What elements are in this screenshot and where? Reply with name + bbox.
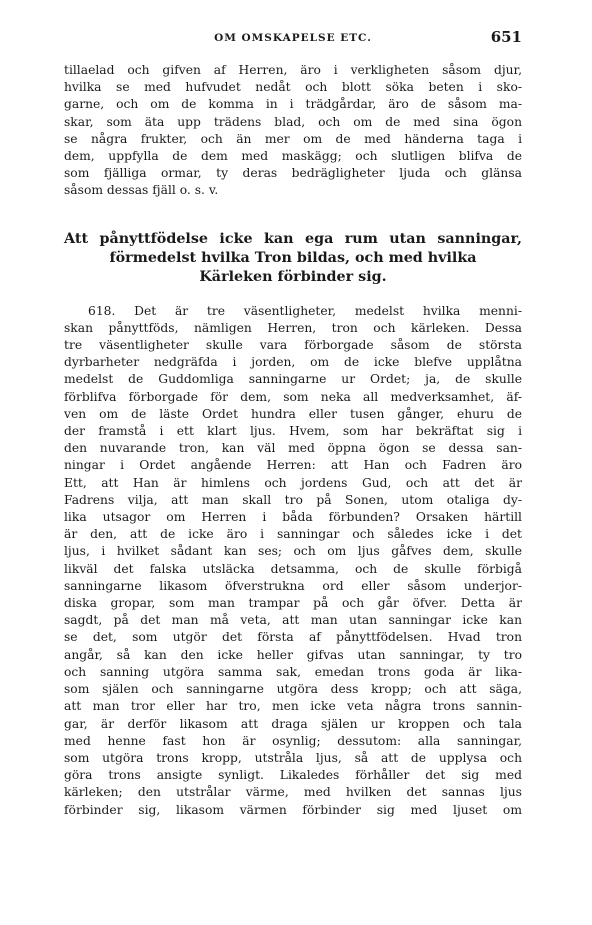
text-line: den nuvarande tron, kan väl med öppna ögon se dessa san-	[64, 441, 522, 456]
text-line: förbinder sig, likasom värmen förbinder sig med ljuset om	[64, 802, 522, 817]
text-line: Fadrens vilja, att man skall tro på Sonen, utom otaliga dy-	[64, 492, 522, 507]
text-line: såsom dessas fjäll o. s. v.	[64, 183, 219, 198]
text-line: diska gropar, som man trampar på och går öfver. Detta är	[64, 596, 522, 611]
text-line: garne, och om de komma in i trädgårdar, äro de såsom ma-	[64, 97, 522, 112]
text-line: gar, är derför likasom att draga själen ur kroppen och tala	[64, 716, 522, 731]
heading-line: Att pånyttfödelse icke kan ega rum utan sanningar,	[64, 230, 522, 247]
text-line: sanningarne likasom öfverstrukna ord eller såsom underjor-	[64, 578, 522, 593]
text-line: se det, som utgör det första af pånyttfödelsen. Hvad tron	[64, 630, 522, 645]
text-line: som fjälliga ormar, ty deras bedrägligheter ljuda och glänsa	[64, 166, 522, 181]
text-line: ljus, i hvilket sådant kan ses; och om ljus gåfves dem, skulle	[64, 544, 522, 559]
text-line: tre väsentligheter skulle vara förborgade såsom de största	[64, 338, 522, 353]
text-line: skan pånyttföds, nämligen Herren, tron och kärleken. Dessa	[64, 320, 522, 335]
heading-line: förmedelst hvilka Tron bildas, och med hvilka	[109, 249, 477, 266]
text-line: ven om de läste Ordet hundra eller tusen gånger, ehuru de	[64, 406, 522, 421]
text-line: göra trons ansigte synligt. Likaledes förhåller det sig med	[64, 768, 522, 783]
text-line: se några frukter, och än mer om de med händerna taga i	[64, 131, 522, 146]
section-heading	[64, 230, 522, 287]
text-line: kärleken; den utstrålar värme, med hvilken det sannas ljus	[64, 785, 522, 800]
section-paragraph	[64, 303, 522, 819]
running-header	[64, 28, 522, 48]
text-line: dem, uppfylla de dem med maskägg; och slutligen blifva de	[64, 149, 522, 164]
text-line: dyrbarheter nedgräfda i jorden, om de icke blefve upplåtna	[64, 355, 522, 370]
text-line: likväl det falska utsläcka detsamma, och de skulle förbigå	[64, 561, 522, 576]
text-line: 618. Det är tre väsentligheter, medelst hvilka menni-	[88, 303, 522, 318]
text-line: hvilka se med hufvudet nedåt och blott söka beten i sko-	[64, 80, 522, 95]
text-line: och sanning utgöra samma sak, emedan trons goda är lika-	[64, 664, 522, 679]
text-line: lika utsagor om Herren i båda förbunden? Orsaken härtill	[64, 510, 522, 525]
text-line: der framstå i ett klart ljus. Hvem, som har bekräftat sig i	[64, 424, 522, 439]
page-number: 651	[490, 28, 522, 46]
text-line: förblifva förborgade för dem, som neka all medverksamhet, äf-	[64, 389, 522, 404]
top-paragraph	[64, 62, 522, 200]
text-line: angår, så kan den icke heller gifvas utan sanningar, ty tro	[64, 647, 522, 662]
text-line: Ett, att Han är himlens och jordens Gud, och att det är	[64, 475, 522, 490]
text-line: som själen och sanningarne utgöra dess kropp; och att säga,	[64, 682, 522, 697]
text-line: ningar i Ordet angående Herren: att Han och Fadren äro	[64, 458, 522, 473]
running-title: OM OMSKAPELSE ETC.	[214, 32, 372, 44]
text-line: sagdt, på det man må veta, att man utan sanningar icke kan	[64, 613, 522, 628]
text-line: som utgöra trons kropp, utstråla ljus, så att de upplysa och	[64, 750, 522, 765]
text-line: med henne fast hon är osynlig; dessutom: alla sanningar,	[64, 733, 522, 748]
text-line: skar, som äta upp trädens blad, och om de med sina ögon	[64, 114, 522, 129]
heading-line: Kärleken förbinder sig.	[199, 268, 387, 285]
text-line: att man tror eller har tro, men icke veta några trons sannin-	[64, 699, 522, 714]
text-line: medelst de Guddomliga sanningarne ur Ordet; ja, de skulle	[64, 372, 522, 387]
text-line: tillaelad och gifven af Herren, äro i verkligheten såsom djur,	[64, 63, 522, 77]
text-line: är den, att de icke äro i sanningar och således icke i det	[64, 527, 522, 542]
book-page	[64, 28, 522, 819]
